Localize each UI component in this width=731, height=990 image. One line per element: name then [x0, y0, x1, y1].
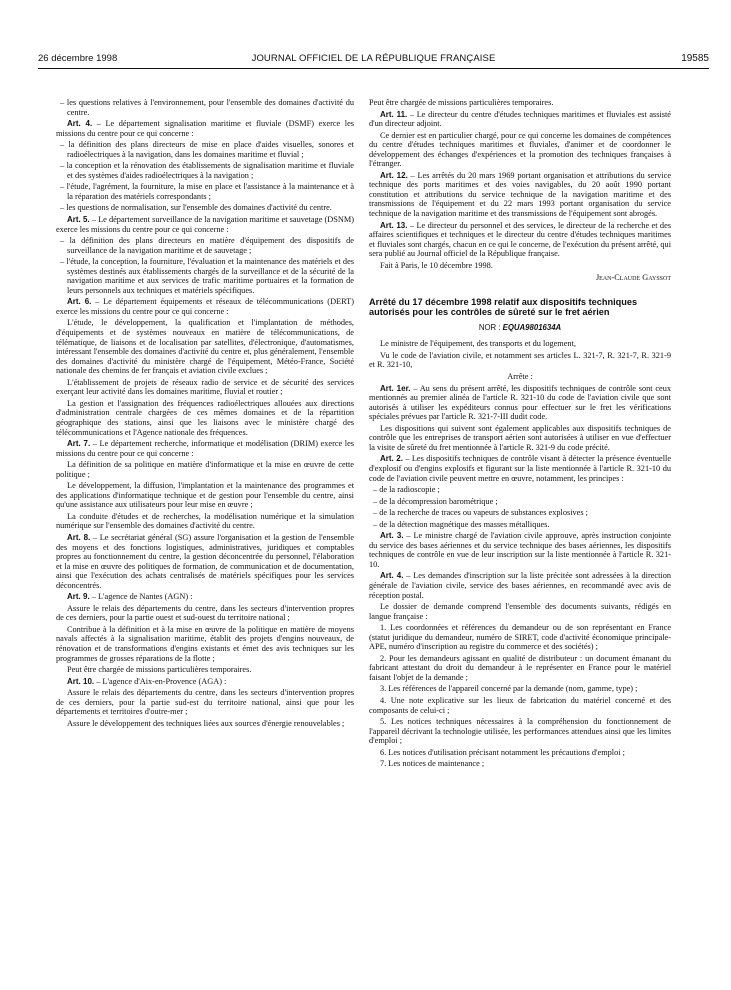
paragraph: La gestion et l'assignation des fréquences radioélectriques allouées aux directions d'administration centrale chargées de ces mêmes domaines et de la répartition géographique des stations, ainsi que les liaisons avec le ministère chargé des télécommunications et l'Agence nationale des fréquences. [56, 398, 354, 437]
article-label: Art. 10. [67, 676, 95, 686]
decree-body [369, 339, 671, 768]
article-text: – Le ministre chargé de l'aviation civile approuve, après instruction conjointe du service des bases aériennes et du service technique des bases aériennes, les dispositifs techniques de contrôle en vue de leur inscription sur la liste mentionnée à l'article R. 321-10. [369, 531, 671, 569]
paragraph: 7. Les notices de maintenance ; [380, 759, 485, 769]
article-label: Art. 4. [67, 119, 93, 129]
list-item: – de la recherche de traces ou vapeurs de substances explosives ; [373, 508, 588, 518]
paragraph: 3. Les références de l'appareil concerné par la demande (nom, gamme, type) ; [380, 684, 638, 694]
nor-reference [369, 323, 671, 333]
article-paragraph [56, 119, 354, 138]
list-item: – l'étude, l'agrément, la fourniture, la mise en place et l'assistance à la maintenance et à la réparation des matériels correspondants ; [60, 182, 354, 201]
article-label: Art. 6. [67, 297, 92, 307]
article-label: Art. 5. [67, 215, 90, 225]
article-text: – Le département signalisation maritime et fluviale (DSMF) exerce les missions du centre pour ce qui concerne : [56, 119, 354, 138]
paragraph: 1. Les coordonnées et références du demandeur ou de son représentant en France (statut juridique du demandeur, numéro de SIRET, code d'activité économique principale-APE, numéro d'inscription au registre du commerce et des sociétés) ; [369, 623, 671, 652]
paragraph: Les dispositions qui suivent sont également applicables aux dispositifs techniques de contrôle que les entreprises de transport aérien sont autorisées à utiliser en vue d'effectuer la visite de sûreté du fret mentionnée à l'article R. 321-9 du code précité. [369, 423, 671, 452]
paragraph: Vu le code de l'aviation civile, et notamment ses articles L. 321-7, R. 321-7, R. 321-9 et R. 321-10, [369, 350, 671, 370]
list-item: – la conception et la rénovation des établissements de signalisation maritime et fluviale et des systèmes d'aides radioélectriques à la navigation ; [60, 161, 354, 180]
page-number: 19585 [681, 53, 709, 64]
article-paragraph [369, 110, 671, 129]
paragraph: Le ministre de l'équipement, des transports et du logement, [380, 339, 576, 349]
article-text: – Le département recherche, informatique et modélisation (DRIM) exerce les missions du centre pour ce qui concerne : [56, 439, 354, 458]
header-date: 26 décembre 1998 [38, 53, 118, 64]
left-column [56, 98, 354, 982]
decree-formula: Arrête : [507, 372, 533, 382]
paragraph: Contribue à la définition et à la mise en œuvre de la politique en matière de moyens navals affectés à la signalisation maritime, établit des projets d'engins nouveaux, de rénovation et de transformations d'engins existants et émet des avis techniques sur les programmes de grosses réparations de la flotte ; [56, 624, 354, 663]
paragraph: 4. Une note explicative sur les lieux de fabrication du matériel concerné et des composants de celui-ci ; [369, 695, 671, 715]
list-item: – de la radioscopie ; [373, 485, 440, 495]
article-text: – Les dispositifs techniques de contrôle visant à détecter la présence éventuelle d'explosif ou d'engins explosifs et figurant sur la liste mentionnée à l'article R. 321-10 du code de l'aviation civile peuvent mettre en œuvre, notamment, les principes : [369, 454, 671, 483]
list-item: – les questions relatives à l'environnement, pour l'ensemble des domaines d'activité du centre. [60, 98, 354, 117]
article-text: – L'agence de Nantes (AGN) : [89, 592, 193, 602]
paragraph: L'étude, le développement, la qualification et l'implantation de méthodes, d'équipements et de systèmes nouveaux en matière de télécommunications, de télématique, de liaisons et de localisation par satellites, d'électronique, d'automatismes, intéressant l'ensemble des domaines d'activité du centre et, plus généralement, l'ensemble des domaines d'activité du ministère chargé de l'équipement, Météo-France, Société nationale des chemins de fer français et aviation civile exclues ; [56, 318, 354, 376]
article-paragraph [56, 215, 354, 234]
article-paragraph [56, 677, 354, 687]
list-item: – la définition des plans directeurs de mise en place d'aides visuelles, sonores et radioélectriques à la navigation, dans les domaines maritime et fluvial ; [60, 140, 354, 159]
paragraph: L'établissement de projets de réseaux radio de service et de sécurité des services exerçant leur activité dans les domaines maritime, fluvial et routier ; [56, 377, 354, 397]
article-text: – Les arrêtés du 20 mars 1969 portant organisation et attributions du service technique des ports maritimes et des voies navigables, du 20 août 1990 portant constitution et attributions du service technique de la navigation maritime et des transmissions de l'équipement et du 22 mars 1993 portant organisation du service technique de la navigation maritime et des transmissions de l'équipement sont abrogés. [369, 170, 671, 219]
article-label: Art. 12. [380, 170, 408, 180]
article-label: Art. 2. [380, 454, 403, 464]
nor-label: NOR : [478, 322, 501, 332]
decree-title: Arrêté du 17 décembre 1998 relatif aux dispositifs techniques autorisés pour les contrôles de sûreté sur le fret aérien [369, 296, 638, 318]
article-text: – Le secrétariat général (SG) assure l'organisation et la gestion de l'ensemble des moyens et des fonctions logistiques, administratives, juridiques et comptables propres au fonctionnement du centre, la gestion déconcentrée du personnel, l'élaboration et la mise en œuvre des politiques de formation, de communication et de documentation, ainsi que l'exécution des achats centralisés de matériels spécifiques pour les services déconcentrés. [56, 532, 354, 590]
paragraph: La définition de sa politique en matière d'informatique et la mise en œuvre de cette politique ; [56, 460, 354, 479]
article-paragraph [56, 533, 354, 590]
article-label: Art. 1er. [380, 383, 411, 393]
article-paragraph [56, 439, 354, 458]
paragraph: Assure le relais des départements du centre, dans les secteurs d'intervention propres de ces derniers, pour la partie sud-est du territoire national, ainsi que pour les départements et territoires d'outre-mer ; [56, 688, 354, 717]
article-label: Art. 7. [67, 439, 91, 449]
article-label: Art. 4. [380, 571, 404, 581]
paragraph: Fait à Paris, le 10 décembre 1998. [380, 260, 493, 270]
paragraph: Peut être chargée de missions particulières temporaires. [67, 665, 252, 675]
paragraph: Le développement, la diffusion, l'implantation et la maintenance des programmes et des applications d'informatique technique et de gestion pour l'ensemble du centre, ainsi qu'une assistance aux utilisateurs pour leur mise en œuvre ; [56, 481, 354, 510]
list-item: – de la détection magnétique des masses métalliques. [373, 519, 550, 529]
article-text: – Le département surveillance de la navigation maritime et sauvetage (DSNM) exerce les missions du centre pour ce qui concerne : [56, 215, 354, 234]
nor-code: EQUA9801634A [502, 322, 562, 332]
article-paragraph [56, 297, 354, 316]
article-paragraph [56, 592, 354, 602]
right-column [369, 98, 671, 982]
paragraph: 5. Les notices techniques nécessaires à la compréhension du fonctionnement de l'appareil décrivant la technologie utilisée, les performances attendues ainsi que les limites d'emploi ; [369, 717, 671, 746]
paragraph: Ce dernier est en particulier chargé, pour ce qui concerne les domaines de compétences du centre d'études techniques maritimes et fluviales, d'animer et de coordonner le développement des échanges d'expériences et la promotion des techniques françaises à l'étranger. [369, 130, 671, 169]
previous-decree-end [369, 98, 671, 270]
article-label: Art. 3. [380, 531, 404, 541]
article-label: Art. 11. [380, 109, 408, 119]
article-label: Art. 13. [380, 220, 408, 230]
list-item: – la définition des plans directeurs en matière d'équipement des dispositifs de surveillance de la navigation maritime et de sauvetage ; [60, 236, 354, 255]
header-rule [38, 68, 709, 69]
paragraph: 2. Pour les demandeurs agissant en qualité de distributeur : un document émanant du fabricant attestant du droit du demandeur à le représenter en France pour le matériel faisant l'objet de la demande ; [369, 653, 671, 682]
list-item: – les questions de normalisation, sur l'ensemble des domaines d'activité du centre. [60, 203, 332, 213]
paragraph: La conduite d'études et de recherches, la modélisation numérique et la simulation numérique sur l'ensemble des domaines d'activité du centre. [56, 511, 354, 531]
paragraph: Assure le relais des départements du centre, dans les secteurs d'intervention propres de ces derniers, pour la partie ouest et sud-ouest du territoire national ; [56, 603, 354, 623]
list-item: – l'étude, la conception, la fourniture, l'évaluation et la maintenance des matériels et des systèmes destinés aux établissements chargés de la surveillance et de la sécurité de la navigation maritime et aux services de trafic maritime portuaires et la formation de leurs personnels aux techniques et matériels spécifiques. [60, 257, 354, 295]
article-paragraph [369, 221, 671, 259]
article-paragraph [369, 571, 671, 600]
article-paragraph [369, 171, 671, 219]
minister-signature: Jean-Claude Gayssot [595, 273, 671, 283]
article-text: – Le département équipements et réseaux de télécommunications (DERT) exerce les missions du centre pour ce qui concerne : [56, 297, 354, 316]
list-item: – de la décompression barométrique ; [373, 496, 498, 506]
article-text: – Le directeur du centre d'études techniques maritimes et fluviales est assisté d'un directeur adjoint. [369, 109, 671, 129]
article-text: – Le directeur du personnel et des services, le directeur de la recherche et des affaires scientifiques et techniques et le directeur du centre d'études techniques maritimes et fluviales sont chargés, chacun en ce qui le concerne, de l'exécution du présent arrêté, qui sera publié au Journal officiel de la République française. [369, 220, 671, 259]
paragraph: Le dossier de demande comprend l'ensemble des documents suivants, rédigés en langue française : [369, 602, 671, 621]
paragraph: Assure le développement des techniques liées aux sources d'énergie renouvelables ; [67, 718, 345, 728]
page-header [38, 53, 709, 69]
article-text: – Les demandes d'inscription sur la liste précitée sont adressées à la direction générale de l'aviation civile, service des bases aériennes, en recommandé avec avis de réception postal. [369, 571, 671, 600]
article-label: Art. 9. [67, 592, 90, 602]
article-paragraph [369, 531, 671, 569]
article-paragraph [369, 454, 671, 483]
paragraph: Peut être chargée de missions particulières temporaires. [369, 98, 554, 107]
article-paragraph [369, 384, 671, 422]
article-text: – Au sens du présent arrêté, les dispositifs techniques de contrôle sont ceux mentionnés au premier alinéa de l'article R. 321-10 du code de l'aviation civile que sont autorisés à utiliser les expéditeurs connus pour effectuer sur le fret les vérifications spéciales prévues par l'article R. 321-7-III dudit code. [369, 383, 671, 422]
paragraph: 6. Les notices d'utilisation précisant notamment les précautions d'emploi ; [380, 747, 625, 757]
journal-title: JOURNAL OFFICIEL DE LA RÉPUBLIQUE FRANÇAISE [251, 53, 496, 64]
article-label: Art. 8. [67, 532, 91, 542]
article-text: – L'agence d'Aix-en-Provence (AGA) : [94, 676, 227, 686]
